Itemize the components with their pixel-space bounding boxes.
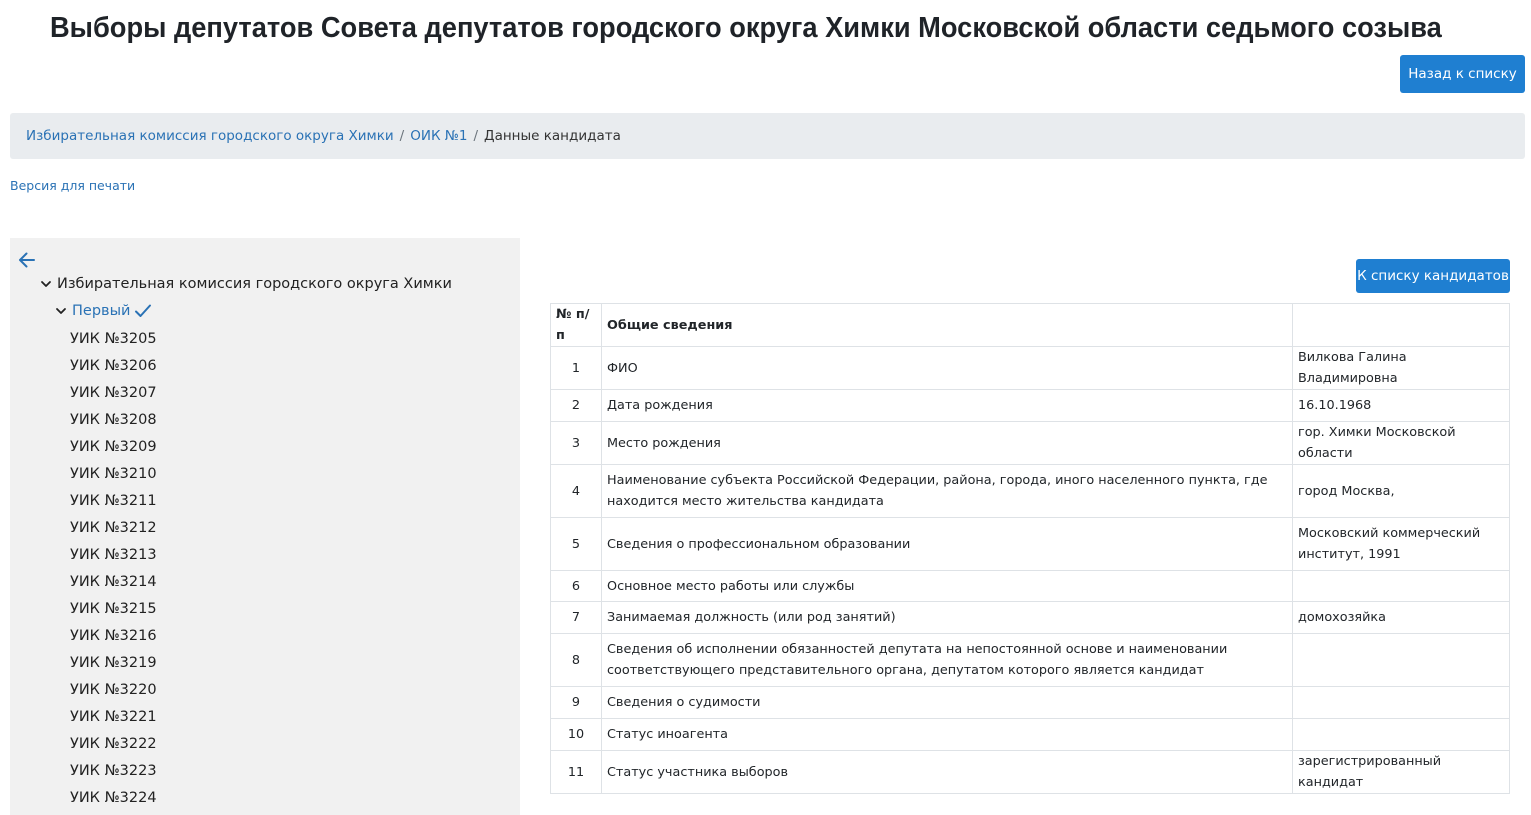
tree-item-uik[interactable]: УИК №3222 — [70, 736, 157, 752]
tree-item-uik[interactable]: УИК №3219 — [70, 655, 157, 671]
tree-item-uik[interactable]: УИК №3221 — [70, 709, 157, 725]
table-row — [551, 347, 1510, 390]
cell-value: Московский коммерческий институт, 1991 — [1293, 518, 1510, 571]
cell-field: Статус участника выборов — [602, 751, 1293, 794]
check-icon — [134, 303, 152, 319]
cell-number: 7 — [551, 602, 602, 634]
back-to-list-button[interactable]: Назад к списку — [1400, 55, 1525, 93]
tree-node-first[interactable] — [55, 303, 152, 319]
table-row — [551, 422, 1510, 465]
cell-number: 11 — [551, 751, 602, 794]
tree-item-uik[interactable]: УИК №3208 — [70, 412, 157, 428]
table-row — [551, 465, 1510, 518]
cell-value: домохозяйка — [1293, 602, 1510, 634]
tree-node-commission[interactable] — [40, 276, 452, 292]
cell-number: 3 — [551, 422, 602, 465]
candidates-list-button[interactable]: К списку кандидатов — [1356, 259, 1510, 293]
table-row — [551, 602, 1510, 634]
cell-number: 4 — [551, 465, 602, 518]
tree-item-uik[interactable]: УИК №3213 — [70, 547, 157, 563]
cell-value: город Москва, — [1293, 465, 1510, 518]
cell-number: 9 — [551, 687, 602, 719]
breadcrumb-item-oik[interactable]: ОИК №1 — [410, 128, 468, 144]
page-title: Выборы депутатов Совета депутатов городского округа Химки Московской области седьмого созыва — [50, 12, 1442, 44]
cell-field: Сведения о профессиональном образовании — [602, 518, 1293, 571]
cell-field: Дата рождения — [602, 390, 1293, 422]
cell-field: Основное место работы или службы — [602, 571, 1293, 602]
tree-node-label: Первый — [72, 303, 131, 319]
breadcrumb — [10, 113, 1525, 159]
breadcrumb-separator: / — [473, 128, 479, 144]
tree-item-uik[interactable]: УИК №3207 — [70, 385, 157, 401]
cell-value: 16.10.1968 — [1293, 390, 1510, 422]
cell-value — [1293, 687, 1510, 719]
tree-item-uik[interactable]: УИК №3223 — [70, 763, 157, 779]
tree-item-uik[interactable]: УИК №3206 — [70, 358, 157, 374]
sidebar-tree — [10, 238, 520, 815]
tree-item-uik[interactable]: УИК №3216 — [70, 628, 157, 644]
cell-number: 1 — [551, 347, 602, 390]
candidate-info-table — [550, 303, 1510, 794]
breadcrumb-item-commission[interactable]: Избирательная комиссия городского округа Химки — [26, 128, 394, 144]
tree-item-uik[interactable]: УИК №3215 — [70, 601, 157, 617]
cell-value: Вилкова Галина Владимировна — [1293, 347, 1510, 390]
cell-number: 6 — [551, 571, 602, 602]
print-version-link[interactable]: Версия для печати — [10, 178, 136, 193]
chevron-down-icon — [55, 305, 67, 317]
uik-list — [70, 329, 157, 815]
cell-number: 2 — [551, 390, 602, 422]
cell-value: гор. Химки Московской области — [1293, 422, 1510, 465]
tree-item-uik[interactable]: УИК №3209 — [70, 439, 157, 455]
table-header-row — [551, 304, 1510, 347]
cell-number: 10 — [551, 719, 602, 751]
table-row — [551, 687, 1510, 719]
table-row — [551, 518, 1510, 571]
breadcrumb-separator: / — [399, 128, 405, 144]
breadcrumb-current: Данные кандидата — [484, 128, 621, 144]
chevron-down-icon — [40, 278, 52, 290]
tree-item-uik[interactable]: УИК №3220 — [70, 682, 157, 698]
tree-item-uik[interactable]: УИК №3212 — [70, 520, 157, 536]
cell-number: 5 — [551, 518, 602, 571]
table-row — [551, 751, 1510, 794]
table-row — [551, 634, 1510, 687]
arrow-left-icon[interactable] — [17, 250, 37, 270]
cell-field: Место рождения — [602, 422, 1293, 465]
table-row — [551, 571, 1510, 602]
tree-item-uik[interactable]: УИК №3214 — [70, 574, 157, 590]
column-header-general-info: Общие сведения — [602, 304, 1293, 347]
cell-number: 8 — [551, 634, 602, 687]
tree-item-uik[interactable]: УИК №3205 — [70, 331, 157, 347]
cell-field: Занимаемая должность (или род занятий) — [602, 602, 1293, 634]
cell-field: Статус иноагента — [602, 719, 1293, 751]
tree-item-uik[interactable]: УИК №3210 — [70, 466, 157, 482]
tree-item-uik[interactable]: УИК №3224 — [70, 790, 157, 806]
cell-value — [1293, 719, 1510, 751]
table-row — [551, 390, 1510, 422]
cell-value — [1293, 571, 1510, 602]
cell-value: зарегистрированный кандидат — [1293, 751, 1510, 794]
cell-field: Сведения об исполнении обязанностей депутата на непостоянной основе и наименовании соответствующего представительного органа, депутатом которого является кандидат — [602, 634, 1293, 687]
tree-item-uik[interactable]: УИК №3211 — [70, 493, 157, 509]
table-row — [551, 719, 1510, 751]
cell-field: ФИО — [602, 347, 1293, 390]
column-header-value — [1293, 304, 1510, 347]
cell-field: Наименование субъекта Российской Федерации, района, города, иного населенного пункта, где находится место жительства кандидата — [602, 465, 1293, 518]
column-header-number: № п/п — [551, 304, 602, 347]
cell-value — [1293, 634, 1510, 687]
tree-node-label: Избирательная комиссия городского округа Химки — [57, 276, 452, 292]
cell-field: Сведения о судимости — [602, 687, 1293, 719]
